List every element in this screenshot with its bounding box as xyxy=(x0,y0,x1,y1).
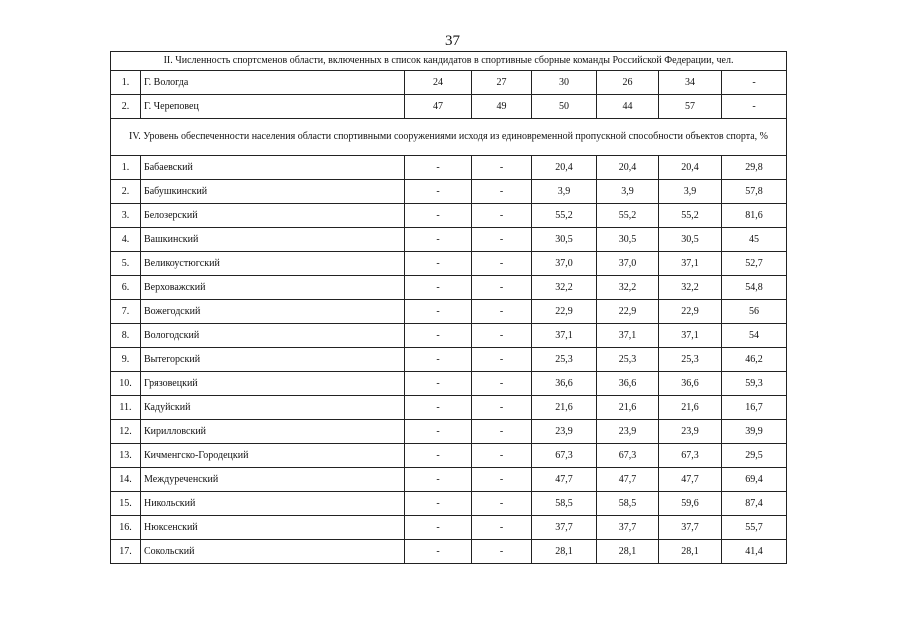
value-cell: - xyxy=(472,180,532,204)
value-cell: - xyxy=(472,372,532,396)
value-cell: - xyxy=(472,516,532,540)
row-number: 4. xyxy=(111,228,141,252)
value-cell: 37,1 xyxy=(597,324,659,348)
value-cell: 30,5 xyxy=(659,228,722,252)
section-header-row xyxy=(111,52,787,71)
value-cell: 52,7 xyxy=(722,252,787,276)
value-cell: - xyxy=(472,252,532,276)
value-cell: 3,9 xyxy=(597,180,659,204)
value-cell: 28,1 xyxy=(597,540,659,564)
value-cell: 47,7 xyxy=(532,468,597,492)
value-cell: 34 xyxy=(659,71,722,95)
value-cell: - xyxy=(405,516,472,540)
table-row xyxy=(111,300,787,324)
value-cell: 23,9 xyxy=(659,420,722,444)
value-cell: 27 xyxy=(472,71,532,95)
value-cell: 25,3 xyxy=(532,348,597,372)
value-cell: 41,4 xyxy=(722,540,787,564)
value-cell: - xyxy=(472,444,532,468)
row-name: Бабушкинский xyxy=(141,180,405,204)
row-number: 17. xyxy=(111,540,141,564)
value-cell: 21,6 xyxy=(659,396,722,420)
row-number: 3. xyxy=(111,204,141,228)
row-name: Вытегорский xyxy=(141,348,405,372)
value-cell: - xyxy=(472,492,532,516)
value-cell: 67,3 xyxy=(597,444,659,468)
row-number: 5. xyxy=(111,252,141,276)
table-row xyxy=(111,324,787,348)
value-cell: 22,9 xyxy=(659,300,722,324)
table-row xyxy=(111,348,787,372)
value-cell: - xyxy=(405,156,472,180)
table-row xyxy=(111,228,787,252)
value-cell: 59,3 xyxy=(722,372,787,396)
table-row xyxy=(111,252,787,276)
value-cell: 57 xyxy=(659,95,722,119)
value-cell: 87,4 xyxy=(722,492,787,516)
value-cell: 56 xyxy=(722,300,787,324)
table-row xyxy=(111,71,787,95)
table-row xyxy=(111,372,787,396)
value-cell: 16,7 xyxy=(722,396,787,420)
value-cell: 67,3 xyxy=(532,444,597,468)
value-cell: 30 xyxy=(532,71,597,95)
document-table xyxy=(110,51,787,564)
section-header-row xyxy=(111,119,787,156)
value-cell: 25,3 xyxy=(597,348,659,372)
row-number: 6. xyxy=(111,276,141,300)
value-cell: 36,6 xyxy=(597,372,659,396)
table-row xyxy=(111,516,787,540)
row-name: Великоустюгский xyxy=(141,252,405,276)
value-cell: - xyxy=(472,300,532,324)
value-cell: - xyxy=(405,396,472,420)
value-cell: 58,5 xyxy=(532,492,597,516)
value-cell: 32,2 xyxy=(597,276,659,300)
value-cell: - xyxy=(722,71,787,95)
value-cell: 55,2 xyxy=(532,204,597,228)
value-cell: 20,4 xyxy=(597,156,659,180)
value-cell: - xyxy=(405,420,472,444)
table-row xyxy=(111,396,787,420)
table-row xyxy=(111,492,787,516)
row-name: Верховажский xyxy=(141,276,405,300)
value-cell: 30,5 xyxy=(597,228,659,252)
table-row xyxy=(111,204,787,228)
value-cell: 55,2 xyxy=(597,204,659,228)
table-row xyxy=(111,156,787,180)
value-cell: 3,9 xyxy=(532,180,597,204)
page-number: 37 xyxy=(445,33,460,49)
value-cell: 81,6 xyxy=(722,204,787,228)
value-cell: 39,9 xyxy=(722,420,787,444)
value-cell: 49 xyxy=(472,95,532,119)
table-row xyxy=(111,95,787,119)
value-cell: 37,0 xyxy=(532,252,597,276)
row-number: 7. xyxy=(111,300,141,324)
value-cell: 22,9 xyxy=(597,300,659,324)
value-cell: - xyxy=(472,468,532,492)
value-cell: - xyxy=(472,156,532,180)
value-cell: 21,6 xyxy=(532,396,597,420)
value-cell: 45 xyxy=(722,228,787,252)
row-name: Вашкинский xyxy=(141,228,405,252)
value-cell: - xyxy=(722,95,787,119)
row-name: Белозерский xyxy=(141,204,405,228)
row-name: Г. Череповец xyxy=(141,95,405,119)
value-cell: 32,2 xyxy=(532,276,597,300)
value-cell: - xyxy=(405,204,472,228)
row-number: 16. xyxy=(111,516,141,540)
value-cell: - xyxy=(405,180,472,204)
value-cell: - xyxy=(405,540,472,564)
value-cell: 58,5 xyxy=(597,492,659,516)
row-number: 2. xyxy=(111,95,141,119)
value-cell: 28,1 xyxy=(659,540,722,564)
value-cell: - xyxy=(472,324,532,348)
value-cell: - xyxy=(405,348,472,372)
row-name: Г. Вологда xyxy=(141,71,405,95)
row-name: Грязовецкий xyxy=(141,372,405,396)
row-name: Бабаевский xyxy=(141,156,405,180)
value-cell: 24 xyxy=(405,71,472,95)
value-cell: 32,2 xyxy=(659,276,722,300)
table-row xyxy=(111,444,787,468)
value-cell: - xyxy=(472,396,532,420)
value-cell: 44 xyxy=(597,95,659,119)
value-cell: - xyxy=(472,420,532,444)
row-name: Нюксенский xyxy=(141,516,405,540)
row-name: Вожегодский xyxy=(141,300,405,324)
table-row xyxy=(111,420,787,444)
value-cell: 59,6 xyxy=(659,492,722,516)
value-cell: - xyxy=(405,372,472,396)
row-name: Междуреченский xyxy=(141,468,405,492)
row-name: Кирилловский xyxy=(141,420,405,444)
value-cell: 29,5 xyxy=(722,444,787,468)
value-cell: 23,9 xyxy=(597,420,659,444)
value-cell: - xyxy=(405,468,472,492)
row-number: 1. xyxy=(111,156,141,180)
row-number: 11. xyxy=(111,396,141,420)
value-cell: - xyxy=(472,204,532,228)
value-cell: 55,7 xyxy=(722,516,787,540)
table-row xyxy=(111,180,787,204)
value-cell: - xyxy=(405,252,472,276)
value-cell: 36,6 xyxy=(659,372,722,396)
value-cell: 37,1 xyxy=(659,324,722,348)
value-cell: 46,2 xyxy=(722,348,787,372)
row-name: Кадуйский xyxy=(141,396,405,420)
value-cell: - xyxy=(405,300,472,324)
value-cell: 25,3 xyxy=(659,348,722,372)
table-row xyxy=(111,276,787,300)
value-cell: 54 xyxy=(722,324,787,348)
value-cell: - xyxy=(472,540,532,564)
value-cell: 67,3 xyxy=(659,444,722,468)
value-cell: - xyxy=(472,228,532,252)
value-cell: - xyxy=(405,276,472,300)
value-cell: 36,6 xyxy=(532,372,597,396)
value-cell: - xyxy=(405,444,472,468)
row-number: 13. xyxy=(111,444,141,468)
section-2-title: II. Численность спортсменов области, включенных в список кандидатов в спортивные сборные команды Российской Федерации, чел. xyxy=(111,52,787,71)
row-name: Кичменгско-Городецкий xyxy=(141,444,405,468)
value-cell: 21,6 xyxy=(597,396,659,420)
value-cell: 23,9 xyxy=(532,420,597,444)
value-cell: 55,2 xyxy=(659,204,722,228)
value-cell: - xyxy=(405,492,472,516)
row-number: 12. xyxy=(111,420,141,444)
value-cell: - xyxy=(405,228,472,252)
row-name: Вологодский xyxy=(141,324,405,348)
row-name: Никольский xyxy=(141,492,405,516)
value-cell: 37,7 xyxy=(532,516,597,540)
value-cell: 57,8 xyxy=(722,180,787,204)
value-cell: 37,7 xyxy=(597,516,659,540)
value-cell: 29,8 xyxy=(722,156,787,180)
row-number: 15. xyxy=(111,492,141,516)
row-number: 1. xyxy=(111,71,141,95)
value-cell: - xyxy=(472,276,532,300)
value-cell: 20,4 xyxy=(532,156,597,180)
value-cell: 37,1 xyxy=(659,252,722,276)
value-cell: 69,4 xyxy=(722,468,787,492)
value-cell: 37,1 xyxy=(532,324,597,348)
row-number: 8. xyxy=(111,324,141,348)
value-cell: 26 xyxy=(597,71,659,95)
row-number: 14. xyxy=(111,468,141,492)
value-cell: - xyxy=(405,324,472,348)
value-cell: 54,8 xyxy=(722,276,787,300)
value-cell: 3,9 xyxy=(659,180,722,204)
value-cell: 28,1 xyxy=(532,540,597,564)
row-name: Сокольский xyxy=(141,540,405,564)
row-number: 9. xyxy=(111,348,141,372)
value-cell: 50 xyxy=(532,95,597,119)
row-number: 2. xyxy=(111,180,141,204)
section-4-title: IV. Уровень обеспеченности населения области спортивными сооружениями исходя из единовременной пропускной способности объектов спорта, % xyxy=(111,119,787,156)
value-cell: 47 xyxy=(405,95,472,119)
value-cell: 37,0 xyxy=(597,252,659,276)
table-row xyxy=(111,540,787,564)
value-cell: 47,7 xyxy=(659,468,722,492)
table-body xyxy=(111,52,787,564)
value-cell: - xyxy=(472,348,532,372)
value-cell: 30,5 xyxy=(532,228,597,252)
value-cell: 20,4 xyxy=(659,156,722,180)
value-cell: 22,9 xyxy=(532,300,597,324)
table-row xyxy=(111,468,787,492)
value-cell: 47,7 xyxy=(597,468,659,492)
row-number: 10. xyxy=(111,372,141,396)
value-cell: 37,7 xyxy=(659,516,722,540)
